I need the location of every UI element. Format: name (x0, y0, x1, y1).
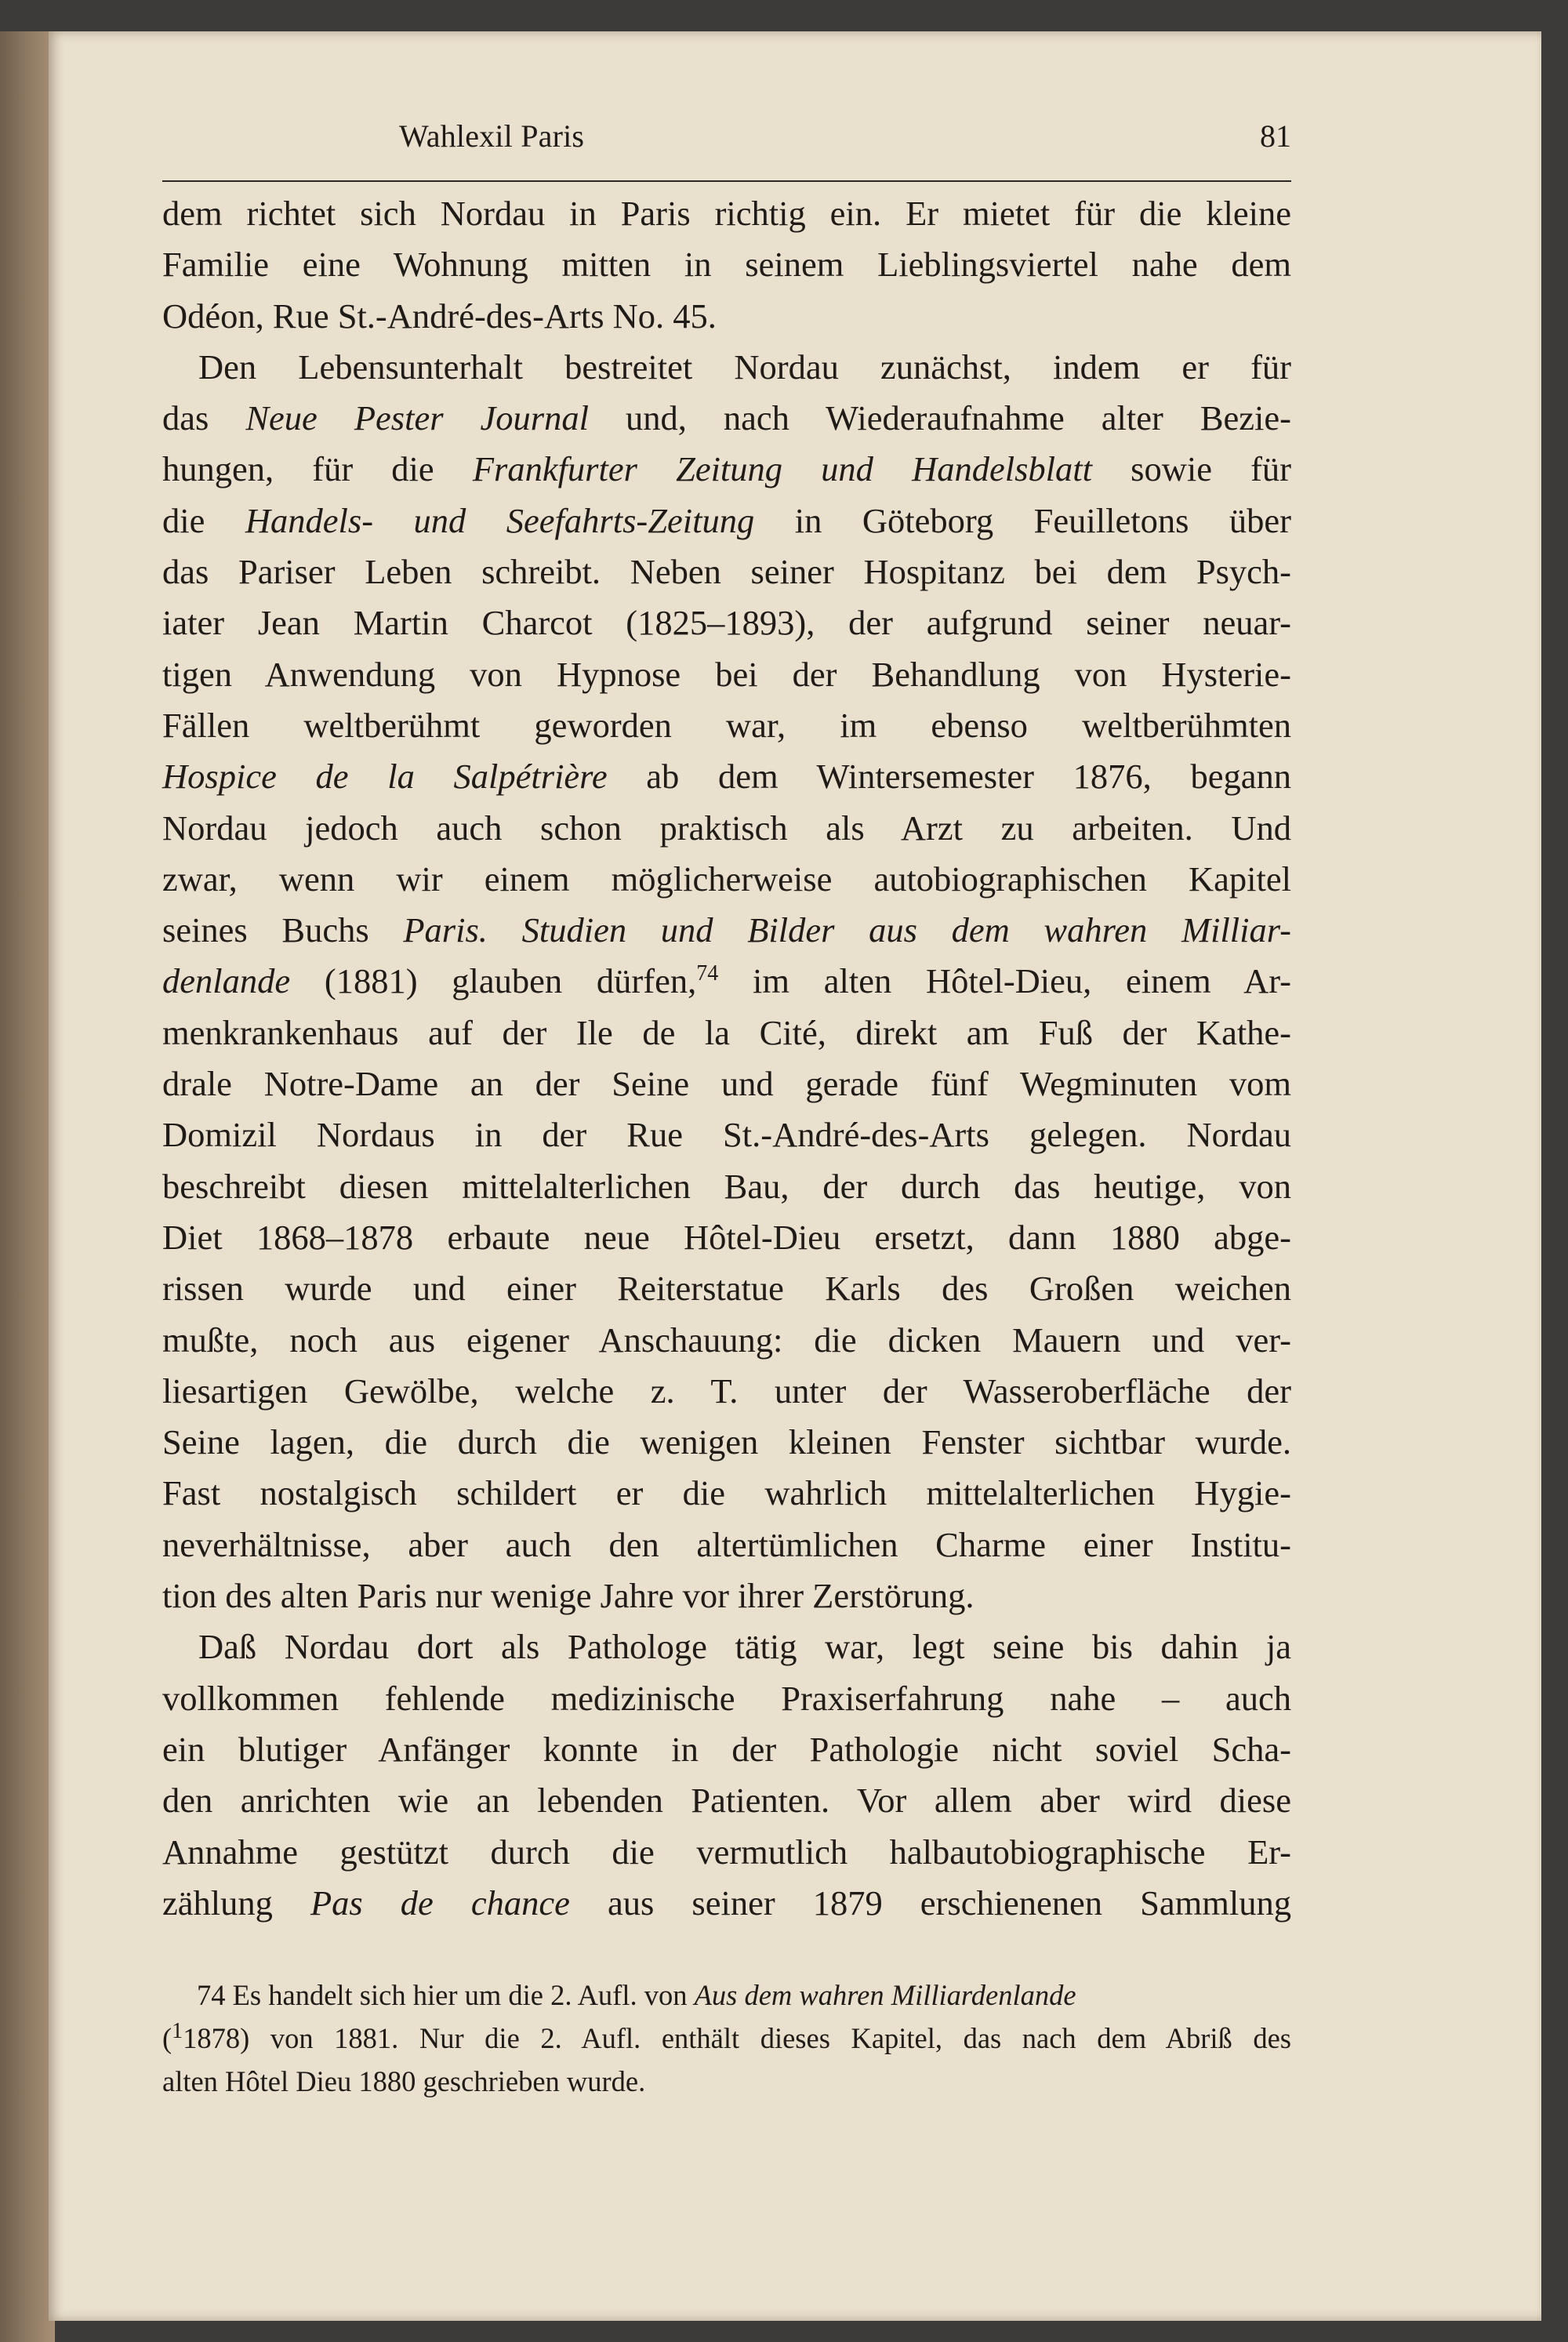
text-line: zählung Pas de chance aus seiner 1879 erschienenen Sammlung (162, 1883, 1291, 1923)
text-line: Daß Nordau dort als Pathologe tätig war, legt seine bis dahin ja (198, 1627, 1291, 1667)
italic-title: Hospice de la Salpétrière (162, 757, 608, 797)
text-line: Den Lebensunterhalt bestreitet Nordau zunächst, indem er für (198, 347, 1291, 387)
text-line: seines Buchs Paris. Studien und Bilder aus dem wahren Milliar- (162, 910, 1291, 950)
text-line: drale Notre-Dame an der Seine und gerade fünf Wegminuten vom (162, 1064, 1291, 1104)
footnote-line-2: ($^1$1878) von 1881. Nur die 2. Aufl. enthält dieses Kapitel, das nach dem Abriß des (162, 2018, 1291, 2055)
text-line: Annahme gestützt durch die vermutlich halbautobiographische Er- (162, 1832, 1291, 1872)
text-line: dem richtet sich Nordau in Paris richtig ein. Er mietet für die kleine (162, 194, 1291, 233)
text-line: Familie eine Wohnung mitten in seinem Lieblingsviertel nahe dem (162, 245, 1291, 285)
text-line: mußte, noch aus eigener Anschauung: die dicken Mauern und ver- (162, 1320, 1291, 1360)
italic-title: Paris. Studien und Bilder aus dem wahren Milliar- (403, 910, 1291, 950)
footnote-line-1: 74 Es handelt sich hier um die 2. Aufl. von Aus dem wahren Milliardenlande (197, 1979, 1076, 2012)
page-number: 81 (1260, 118, 1291, 154)
italic-title: Frankfurter Zeitung und Handelsblatt (472, 449, 1092, 489)
text-line: rissen wurde und einer Reiterstatue Karls des Großen weichen (162, 1269, 1291, 1309)
text-line: neverhältnisse, aber auch den altertümlichen Charme einer Institu- (162, 1524, 1291, 1564)
book-spine (0, 31, 55, 2342)
text-line: tion des alten Paris nur wenige Jahre vor ihrer Zerstörung. (162, 1576, 975, 1616)
text-line: iater Jean Martin Charcot (1825–1893), der aufgrund seiner neuar- (162, 603, 1291, 643)
footnote-line-3: alten Hôtel Dieu 1880 geschrieben wurde. (162, 2065, 646, 2098)
page-content (162, 118, 1291, 2103)
text-line: die Handels- und Seefahrts-Zeitung in Göteborg Feuilletons über (162, 500, 1291, 540)
text-line: Domizil Nordaus in der Rue St.-André-des-Arts gelegen. Nordau (162, 1115, 1291, 1155)
text-line: liesartigen Gewölbe, welche z. T. unter der Wasseroberfläche der (162, 1371, 1291, 1411)
italic-title: denlande (162, 961, 291, 1001)
text-line: Nordau jedoch auch schon praktisch als Arzt zu arbeiten. Und (162, 808, 1291, 848)
text-line: Hospice de la Salpétrière ab dem Wintersemester 1876, begann (162, 757, 1291, 797)
text-line: beschreibt diesen mittelalterlichen Bau, der durch das heutige, von (162, 1166, 1291, 1206)
text-line: das Pariser Leben schreibt. Neben seiner Hospitanz bei dem Psych- (162, 552, 1291, 592)
text-line: das Neue Pester Journal und, nach Wiederaufnahme alter Bezie- (162, 398, 1291, 438)
text-line: vollkommen fehlende medizinische Praxiserfahrung nahe – auch (162, 1678, 1291, 1718)
footnote-ref: 74 (696, 961, 719, 986)
text-line: Fällen weltberühmt geworden war, im ebenso weltberühmten (162, 705, 1291, 745)
running-head-title: Wahlexil Paris (399, 118, 585, 154)
italic-title: Handels- und Seefahrts-Zeitung (245, 500, 755, 540)
text-line: zwar, wenn wir einem möglicherweise autobiographischen Kapitel (162, 859, 1291, 899)
text-line: Odéon, Rue St.-André-des-Arts No. 45. (162, 296, 717, 336)
text-line: Seine lagen, die durch die wenigen kleinen Fenster sichtbar wurde. (162, 1422, 1291, 1462)
italic-title: Neue Pester Journal (245, 398, 589, 438)
footnote-number: 74 (197, 1979, 226, 2012)
italic-title: Pas de chance (310, 1883, 570, 1923)
text-line: Fast nostalgisch schildert er die wahrlich mittelalterlichen Hygie- (162, 1473, 1291, 1513)
text-line: den anrichten wie an lebenden Patienten. Vor allem aber wird diese (162, 1781, 1291, 1821)
text-line: ein blutiger Anfänger konnte in der Pathologie nicht soviel Scha- (162, 1729, 1291, 1769)
text-line: menkrankenhaus auf der Ile de la Cité, direkt am Fuß der Kathe- (162, 1012, 1291, 1052)
footnote-superscript: 1 (172, 2018, 183, 2043)
text-line: hungen, für die Frankfurter Zeitung und Handelsblatt sowie für (162, 449, 1291, 489)
text-line: denlande (1881) glauben dürfen,$^{74}$ im alten Hôtel-Dieu, einem Ar- (162, 961, 1291, 1001)
running-head (162, 118, 1291, 182)
footnotes (162, 1973, 1291, 2103)
body-text (162, 182, 1291, 1929)
text-line: tigen Anwendung von Hypnose bei der Behandlung von Hysterie- (162, 654, 1291, 694)
text-line: Diet 1868–1878 erbaute neue Hôtel-Dieu ersetzt, dann 1880 abge- (162, 1217, 1291, 1257)
footnote-title: Aus dem wahren Milliardenlande (694, 1979, 1076, 2012)
